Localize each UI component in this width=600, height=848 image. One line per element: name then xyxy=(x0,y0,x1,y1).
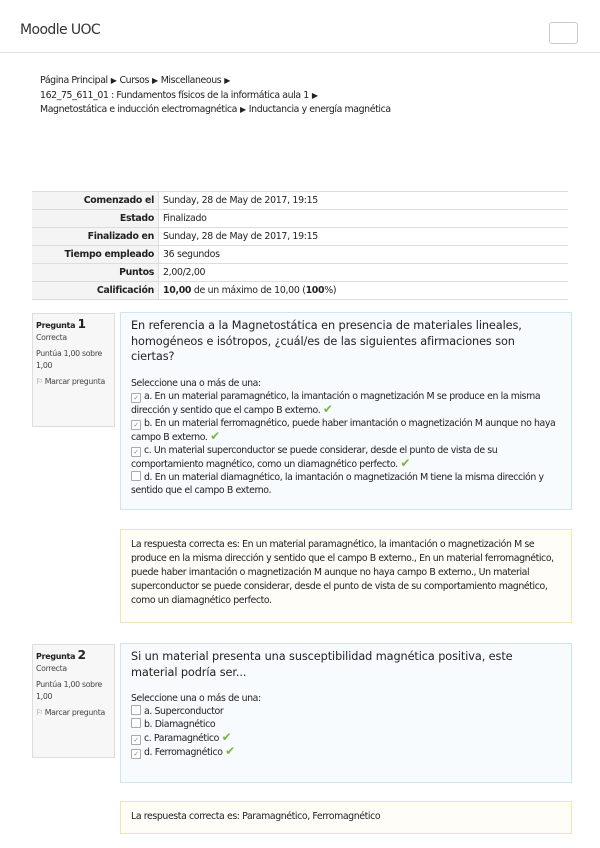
top-navbar xyxy=(0,0,600,53)
option-label: a. En un material paramagnético, la imantación o magnetización M se produce en la misma dirección y sentido que el campo B externo. xyxy=(131,390,541,416)
answer-option-c[interactable] xyxy=(131,731,561,745)
site-brand[interactable]: Moodle UOC xyxy=(20,22,101,38)
breadcrumb-home[interactable]: Página Principal xyxy=(40,75,108,86)
option-label: d. Ferromagnético xyxy=(144,747,223,758)
option-label: c. Un material superconductor se puede considerar, desde el punto de vista de su comportamiento magnético, como un diamagnético perfecto. xyxy=(131,444,498,470)
answer-option-b[interactable] xyxy=(131,417,561,444)
correct-check-icon: ✔ xyxy=(322,401,333,416)
summary-value: 36 segundos xyxy=(159,246,569,264)
summary-label: Puntos xyxy=(32,264,159,282)
question-info-2 xyxy=(32,644,115,758)
summary-row-finished xyxy=(32,228,568,246)
flag-icon: ⚐ xyxy=(36,708,43,717)
correct-check-icon: ✔ xyxy=(221,730,232,744)
grade-score: 10,00 xyxy=(163,285,192,296)
option-label: a. Superconductor xyxy=(144,706,224,717)
summary-row-points xyxy=(32,264,568,282)
grade-text: de un máximo de 10,00 ( xyxy=(191,285,306,296)
question-feedback-2: La respuesta correcta es: Paramagnético, Ferromagnético xyxy=(120,801,572,834)
answer-option-d[interactable] xyxy=(131,471,561,497)
summary-value xyxy=(159,282,569,300)
flag-label: Marcar pregunta xyxy=(44,377,105,386)
question-number xyxy=(36,649,114,663)
breadcrumb-separator-icon: ▶ xyxy=(240,105,246,114)
breadcrumb-section[interactable]: Magnetostática e inducción electromagnética xyxy=(40,104,238,115)
answer-option-b[interactable] xyxy=(131,718,561,731)
summary-value: 2,00/2,00 xyxy=(159,264,569,282)
grade-percent: 100 xyxy=(305,285,325,296)
question-prompt: Seleccione una o más de una: xyxy=(131,377,261,389)
question-points: Puntúa 1,00 sobre 1,00 xyxy=(36,680,103,701)
summary-label: Estado xyxy=(32,210,159,228)
checkbox-checked[interactable]: ✓ xyxy=(131,393,141,403)
checkbox-checked[interactable]: ✓ xyxy=(131,735,141,745)
checkbox-checked[interactable]: ✓ xyxy=(131,420,141,430)
checkbox-unchecked[interactable] xyxy=(131,705,141,715)
grade-end: %) xyxy=(324,285,337,296)
breadcrumb xyxy=(40,74,580,118)
option-label: b. Diamagnético xyxy=(144,719,216,730)
question-box-2 xyxy=(120,643,572,783)
summary-row-started xyxy=(32,192,568,210)
question-text: En referencia a la Magnetostática en presencia de materiales lineales, homogéneos e isótropos, ¿cuál/es de las siguientes afirmaciones son ciertas? xyxy=(131,319,522,363)
checkbox-unchecked[interactable] xyxy=(131,718,141,728)
checkbox-checked[interactable]: ✓ xyxy=(131,749,141,759)
question-points: Puntúa 1,00 sobre 1,00 xyxy=(36,349,103,370)
attempt-summary-table xyxy=(32,191,568,300)
summary-label: Finalizado en xyxy=(32,228,159,246)
flag-icon: ⚐ xyxy=(36,377,43,386)
option-label: d. En un material diamagnético, la imantación o magnetización M tiene la misma dirección y sentido que el campo B externo. xyxy=(131,471,544,496)
answer-option-c[interactable] xyxy=(131,444,561,471)
summary-label: Calificación xyxy=(32,282,159,300)
summary-row-state xyxy=(32,210,568,228)
option-label: b. En un material ferromagnético, puede haber imantación o magnetización M aunque no haya campo B externo. xyxy=(131,417,556,443)
checkbox-unchecked[interactable] xyxy=(131,471,141,481)
summary-label: Tiempo empleado xyxy=(32,246,159,264)
question-feedback-1: La respuesta correcta es: En un material paramagnético, la imantación o magnetización M se produce en la misma dirección y sentido que el campo B externo., En un material ferromagnético, puede haber imantación o magnetización M aunque no haya campo B externo., Un material superconductor se puede considerar, desde el punto de vista de su comportamiento magnético, como un diamagnético perfecto. xyxy=(120,529,572,623)
breadcrumb-courses[interactable]: Cursos xyxy=(119,75,149,86)
correct-check-icon: ✔ xyxy=(225,744,235,758)
question-prompt: Seleccione una o más de una: xyxy=(131,693,261,704)
question-number xyxy=(36,318,114,332)
breadcrumb-separator-icon: ▶ xyxy=(224,76,231,85)
breadcrumb-separator-icon: ▶ xyxy=(311,90,318,100)
question-box-1 xyxy=(120,312,572,510)
breadcrumb-separator-icon: ▶ xyxy=(110,76,117,85)
breadcrumb-course[interactable]: 162_75_611_01 : Fundamentos físicos de la informática aula 1 xyxy=(40,89,309,101)
breadcrumb-category[interactable]: Miscellaneous xyxy=(160,75,222,86)
question-state: Correcta xyxy=(36,664,67,673)
answer-option-a[interactable] xyxy=(131,390,561,417)
answer-option-d[interactable] xyxy=(131,745,561,759)
correct-check-icon: ✔ xyxy=(210,428,220,443)
breadcrumb-separator-icon: ▶ xyxy=(151,76,158,85)
summary-value: Finalizado xyxy=(159,210,569,228)
flag-label: Marcar pregunta xyxy=(44,708,105,717)
summary-value: Sunday, 28 de May de 2017, 19:15 xyxy=(159,228,569,246)
question-text: Si un material presenta una susceptibilidad magnética positiva, este material podría ser... xyxy=(131,650,513,679)
summary-row-grade xyxy=(32,282,568,300)
question-label: Pregunta xyxy=(36,652,76,661)
correct-check-icon: ✔ xyxy=(400,455,410,470)
breadcrumb-quiz[interactable]: Inductancia y energía magnética xyxy=(248,104,391,115)
flag-question-button[interactable] xyxy=(36,376,114,388)
summary-row-time xyxy=(32,246,568,264)
question-info-1 xyxy=(32,313,115,427)
menu-toggle-button[interactable] xyxy=(549,22,578,44)
flag-question-button[interactable] xyxy=(36,707,114,719)
question-label: Pregunta xyxy=(36,321,76,330)
option-label: c. Paramagnético xyxy=(144,733,219,744)
answer-option-a[interactable] xyxy=(131,705,561,718)
question-state: Correcta xyxy=(36,333,67,342)
checkbox-checked[interactable]: ✓ xyxy=(131,447,141,457)
question-num: 2 xyxy=(77,648,86,662)
question-num: 1 xyxy=(77,317,86,331)
summary-value: Sunday, 28 de May de 2017, 19:15 xyxy=(159,192,569,210)
summary-label: Comenzado el xyxy=(32,192,159,210)
